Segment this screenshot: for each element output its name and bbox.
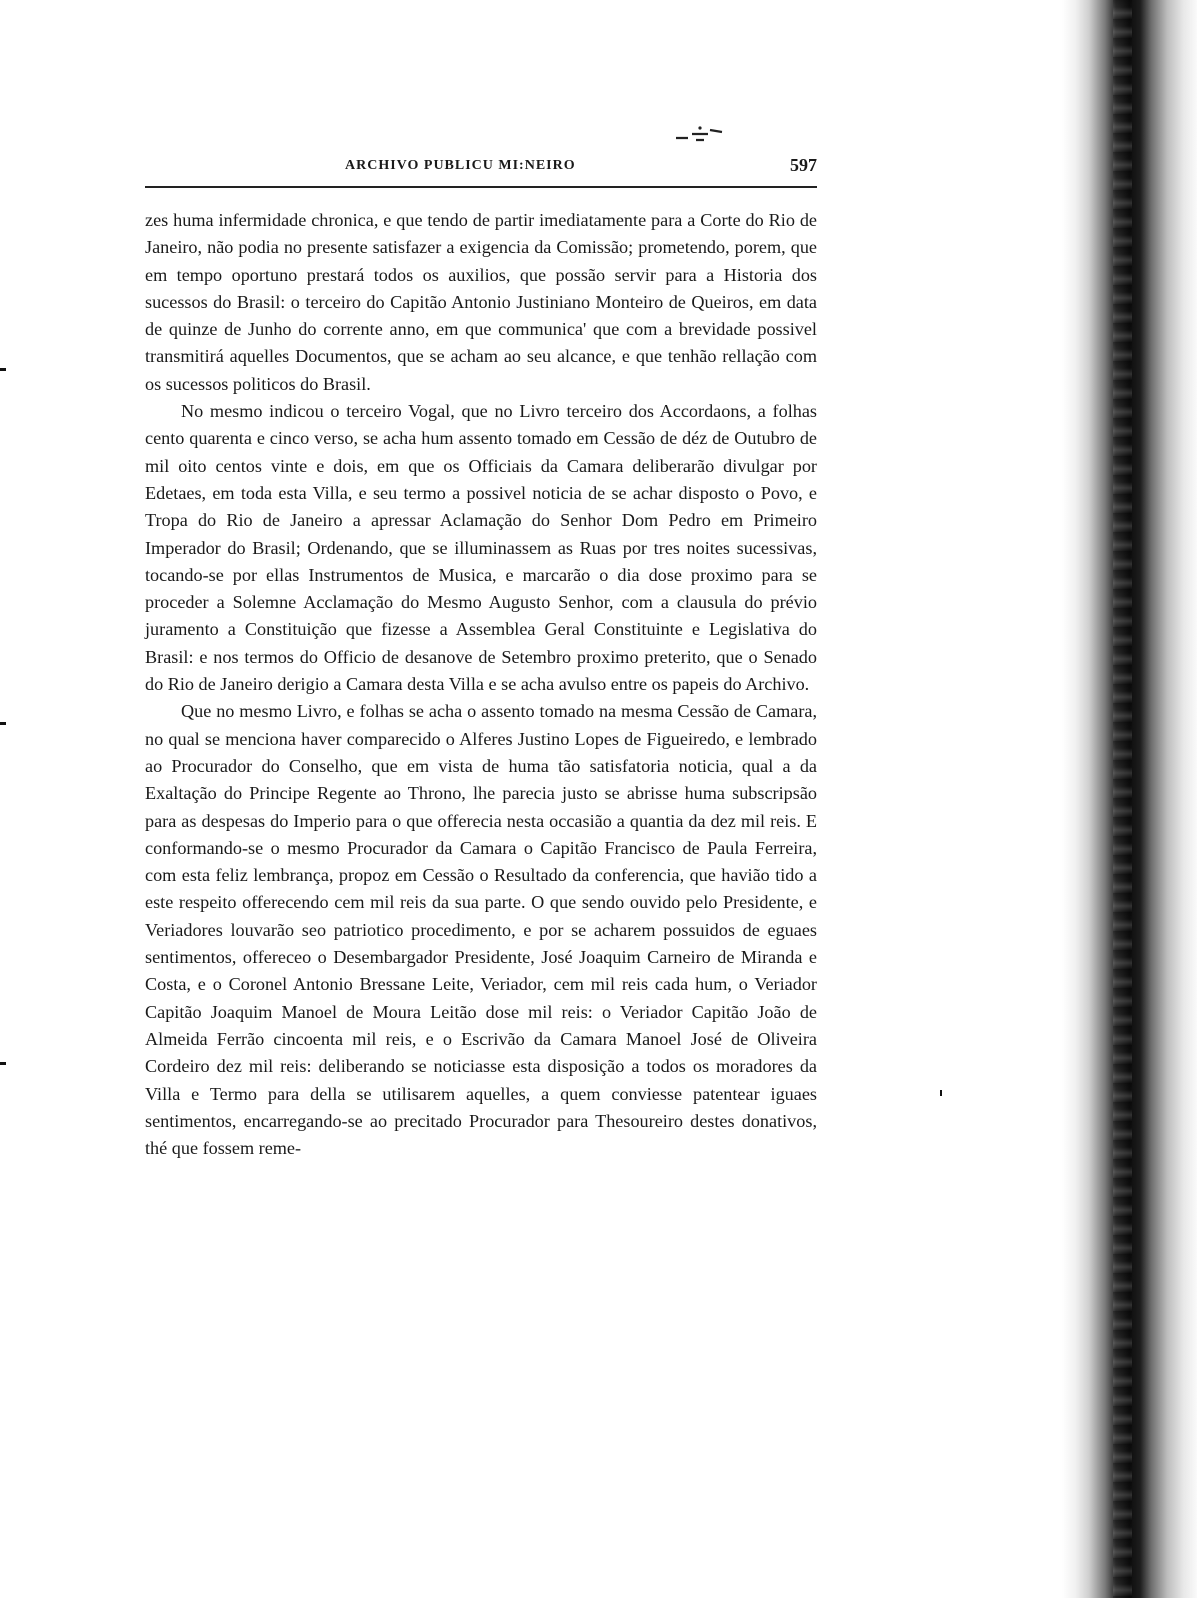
paragraph: Que no mesmo Livro, e folhas se acha o assento tomado na mesma Cessão de Camara, no qual se menciona haver comparecido o Alferes Justino Lopes de Figueiredo, e lembrado ao Procurador do Conselho, que em vista de huma tão satisfatoria noticia, qual a da Exaltação do Principe Regente ao Throno, lhe parecia justo se abrisse huma subscripsão para as despesas do Imperio para o que offerecia nesta occasião a quantia da dez mil reis. E conformando-se o mesmo Procurador da Camara o Capitão Francisco de Paula Ferreira, com esta feliz lembrança, propoz em Cessão o Resultado da conferencia, que havião tido a este respeito offerecendo cem mil reis da sua parte. O que sendo ouvido pelo Presidente, e Veriadores louvarão seo patriotico procedimento, e por se acharem possuidos de eguaes sentimentos, offereceo o Desembargador Presidente, José Joaquim Carneiro de Miranda e Costa, e o Coronel Antonio Bressane Leite, Veriador, cem mil reis cada hum, o Veriador Capitão Joaquim Manoel de Moura Leitão dose mil reis: o Veriador Capitão João de Almeida Ferrão cincoenta mil reis, e o Escrivão da Camara Manoel José de Oliveira Cordeiro dez mil reis: deliberando se noticiasse esta disposição a todos os moradores da Villa e Termo para della se utilisarem aquelles, a quem conviesse patentear iguaes sentimentos, encarregando-se ao precitado Procurador para Thesoureiro destes donativos, thé que fossem reme- [145, 701, 817, 1159]
scan-speck [940, 1090, 942, 1096]
body-text [145, 207, 817, 1162]
margin-mark [0, 722, 6, 725]
page-number: 597 [790, 155, 817, 175]
running-title: ARCHIVO PUBLICU MI:NEIRO [345, 158, 576, 173]
paragraph: zes huma infermidade chronica, e que tendo de partir imediatamente para a Corte do Rio de Janeiro, não podia no presente satisfazer a exigencia da Comissão; prometendo, porem, que em tempo oportuno prestará todos os auxilios, que possão servir para a Historia dos sucessos do Brasil: o terceiro do Capitão Antonio Justiniano Monteiro de Queiros, em data de quinze de Junho do corrente anno, em que communica' que com a brevidade possivel transmitirá aquelles Documentos, que se acham ao seu alcance, e que tenhão rellação com os sucessos politicos do Brasil. [145, 210, 817, 394]
margin-mark [0, 1062, 6, 1065]
book-spine-shadow [1062, 0, 1197, 1598]
margin-mark [0, 368, 6, 371]
paragraph: No mesmo indicou o terceiro Vogal, que no Livro terceiro dos Accordaons, a folhas cento quarenta e cinco verso, se acha hum assento tomado em Cessão de déz de Outubro de mil oito centos vinte e dois, em que os Officiais da Camara deliberarão divulgar por Edetaes, em toda esta Villa, e seu termo a possivel noticia de se achar disposto o Povo, e Tropa do Rio de Janeiro a apressar Aclamação do Senhor Dom Pedro em Primeiro Imperador do Brasil; Ordenando, que se illuminassem as Ruas por tres noites sucessivas, tocando-se por ellas Instrumentos de Musica, e marcarão o dia dose proximo para se proceder a Solemne Acclamação do Mesmo Augusto Senhor, com a clausula do prévio juramento a Constituição que fizesse a Assemblea Geral Constituinte e Legislativa do Brasil: e nos termos do Officio de desanove de Setembro proximo preterito, que o Senado do Rio de Janeiro derigio a Camara desta Villa e se acha avulso entre os papeis do Archivo. [145, 401, 817, 695]
page-header [145, 150, 817, 188]
header-ornament [668, 120, 728, 150]
